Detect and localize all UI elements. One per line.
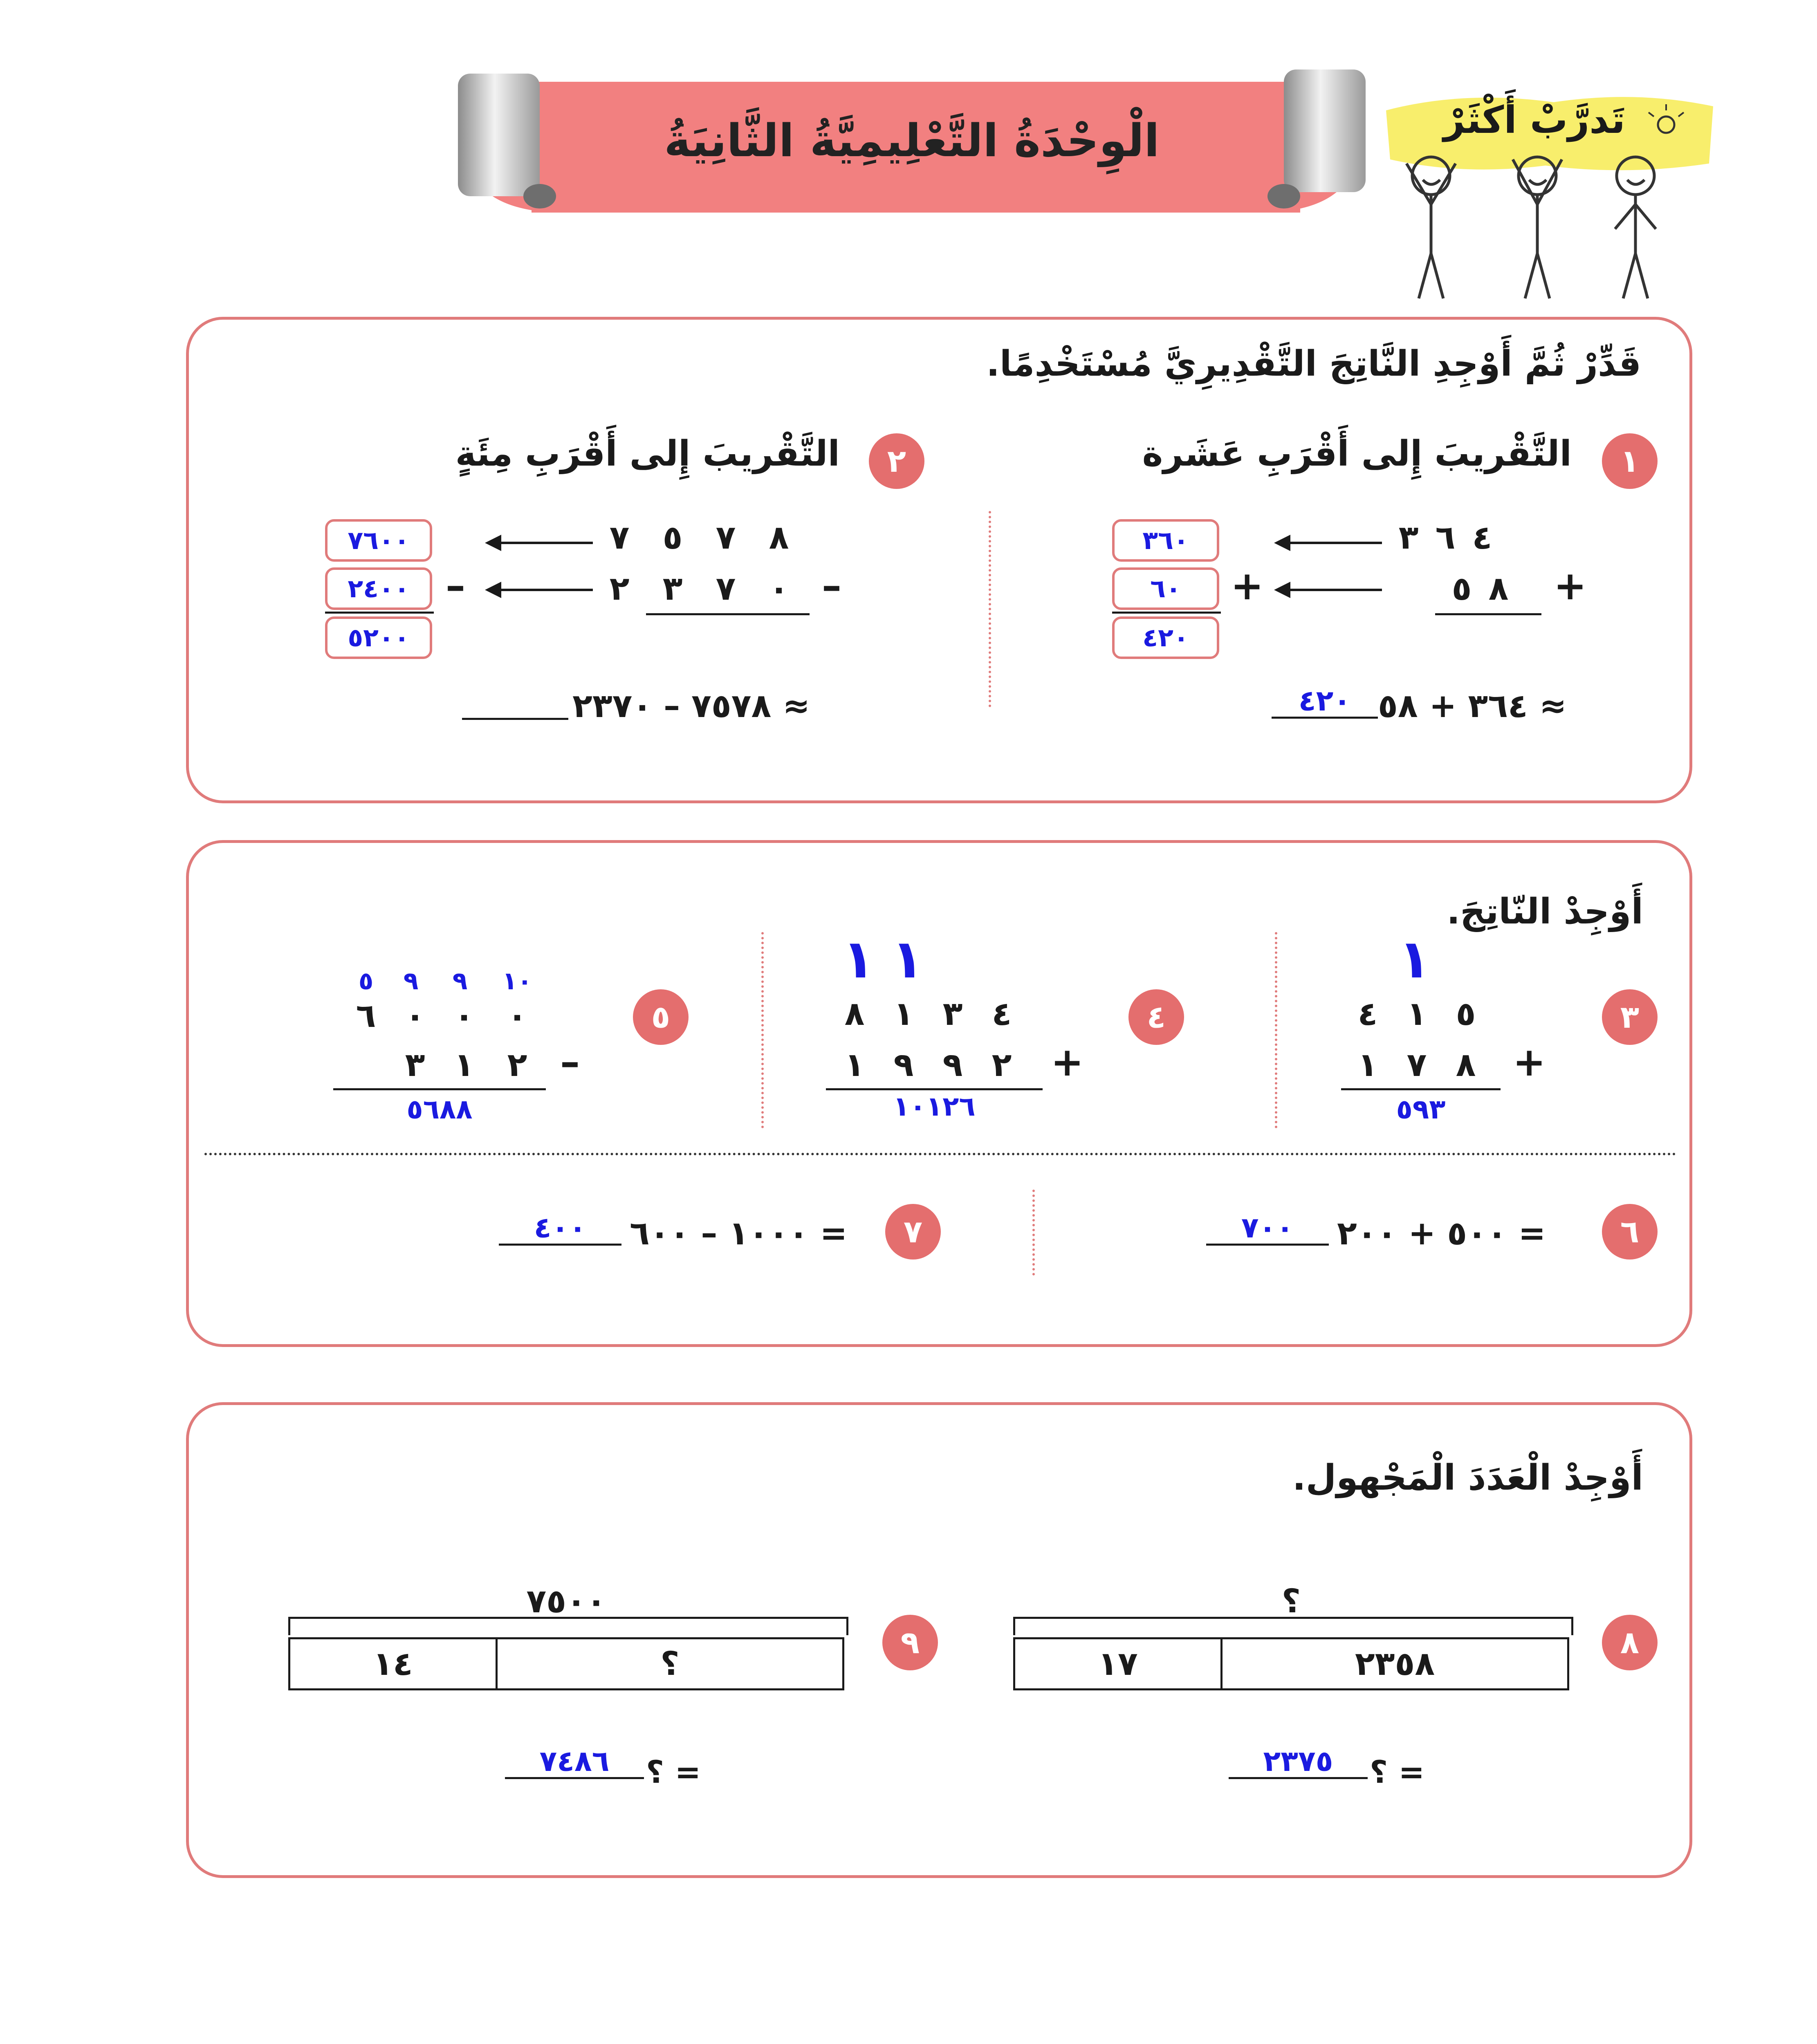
question-4-badge: ٤ [1128, 989, 1184, 1045]
find-result-instruction: أَوْجِدْ النّاتِجَ. [1447, 891, 1643, 932]
q5-bottom-digit: ٢ [507, 1046, 527, 1084]
q4-bottom-digit: ٩ [893, 1046, 914, 1084]
q5-top-digit: ٠ [507, 997, 527, 1035]
estimate-instruction: قَدِّرْ ثُمَّ أَوْجِدِ النَّاتِجَ التَّقْدِيرِيَّ مُسْتَخْدِمًا. [986, 343, 1641, 384]
q5-borrow-digit: ٩ [452, 967, 468, 995]
q1-top-digit: ٤ [1472, 518, 1492, 556]
q9-answer-blank[interactable]: ٧٤٨٦ [505, 1746, 644, 1779]
q1-bottom-digit: ٥ [1451, 569, 1472, 607]
question-3-badge: ٣ [1602, 989, 1658, 1045]
q4-carry-digit: ١ [842, 928, 875, 990]
question-8-badge: ٨ [1602, 1615, 1658, 1670]
q9-part-b: ١٤ [288, 1637, 498, 1690]
q3-sum-line [1341, 1088, 1501, 1090]
section2-row-separator [204, 1153, 1676, 1155]
q3-answer[interactable]: ٥٩٣ [1396, 1094, 1446, 1125]
q2-top-digit: ٧ [716, 518, 736, 556]
unit-title: الْوِحْدَةُ التَّعْلِيمِيَّةُ الثَّانِيَةُ [664, 114, 1160, 167]
q9-answer-label: ؟ = [646, 1754, 701, 1790]
q1-rounded-plus: + [1231, 563, 1264, 609]
section1-divider [989, 511, 991, 707]
q4-plus-operator: + [1051, 1039, 1084, 1085]
q5-bottom-digit: ١ [454, 1046, 474, 1084]
q1-rounded-top-box[interactable]: ٣٦٠ [1112, 519, 1219, 562]
q2-rounded-minus: – [446, 563, 465, 609]
q5-borrow-digit: ١٠ [502, 967, 532, 995]
unit-banner [458, 65, 1366, 221]
q9-total-value: ٧٥٠٠ [526, 1582, 606, 1620]
q7-equation: ١٠٠٠ – ٦٠٠ = [630, 1214, 848, 1252]
q2-rounded-bottom-box[interactable]: ٢٤٠٠ [325, 567, 432, 610]
q1-answer-blank[interactable]: ٤٢٠ [1272, 685, 1378, 719]
unknown-number-instruction: أَوْجِدْ الْعَدَدَ الْمَجْهول. [1292, 1457, 1643, 1498]
practice-more-label: تَدرَّبْ أَكْثَرْ [1443, 98, 1625, 142]
q2-minus-operator: – [822, 563, 841, 609]
question-2-badge: ٢ [869, 433, 924, 489]
q4-top-digit: ٨ [844, 995, 865, 1033]
q8-answer-label: ؟ = [1370, 1754, 1425, 1790]
q3-top-digit: ١ [1406, 995, 1427, 1033]
q5-borrow-digit: ٩ [403, 967, 419, 995]
q3-bottom-digit: ٧ [1406, 1046, 1427, 1084]
q2-top-digit: ٧ [609, 518, 630, 556]
question-9-badge: ٩ [882, 1615, 938, 1670]
q1-top-digit: ٦ [1435, 518, 1456, 556]
section2-divider-right [1275, 932, 1277, 1128]
q5-top-digit: ٦ [356, 997, 376, 1035]
q5-minus-operator: – [560, 1039, 580, 1085]
q9-part-a: ؟ [496, 1637, 844, 1690]
q4-carry-digit: ١ [891, 928, 924, 990]
q4-top-digit: ١ [893, 995, 914, 1033]
q3-plus-operator: + [1513, 1039, 1546, 1085]
q5-top-digit: ٠ [454, 997, 474, 1035]
q2-rounded-top-box[interactable]: ٧٦٠٠ [325, 519, 432, 562]
q8-answer-blank[interactable]: ٢٣٧٥ [1229, 1746, 1368, 1779]
q1-rounded-line [1112, 612, 1221, 614]
q4-bottom-digit: ١ [844, 1046, 865, 1084]
q4-bottom-digit: ٩ [942, 1046, 963, 1084]
q4-answer[interactable]: ١٠١٢٦ [893, 1091, 976, 1122]
q3-bottom-digit: ١ [1357, 1046, 1378, 1084]
q8-part-a: ٢٣٥٨ [1220, 1637, 1569, 1690]
q3-top-digit: ٥ [1456, 995, 1476, 1033]
q1-plus-operator: + [1554, 563, 1587, 609]
q2-difference-line [646, 613, 810, 615]
q2-rounded-line [325, 612, 434, 614]
q2-answer-blank[interactable] [462, 685, 568, 720]
question-1-badge: ١ [1602, 433, 1658, 489]
q3-carry-digit: ١ [1398, 928, 1431, 990]
q5-top-digit: ٠ [405, 997, 425, 1035]
section2-divider-left [761, 932, 764, 1128]
q2-bottom-digit: ٧ [716, 569, 736, 607]
section2-bottom-divider [1032, 1190, 1035, 1275]
q2-top-digit: ٨ [769, 518, 789, 556]
q1-rounded-result-box[interactable]: ٤٢٠ [1112, 616, 1219, 659]
q2-arrow-top [499, 542, 593, 544]
question-2-title: التَّقْريبَ إِلى أَقْرَبِ مِئَةٍ [455, 433, 840, 474]
q2-rounded-result-box[interactable]: ٥٢٠٠ [325, 616, 432, 659]
q2-bottom-digit: ٠ [769, 569, 789, 607]
q6-answer-blank[interactable]: ٧٠٠ [1206, 1212, 1329, 1246]
q2-bottom-digit: ٢ [609, 569, 630, 607]
q1-arrow-bottom [1288, 589, 1382, 591]
q5-bottom-digit: ٣ [405, 1046, 425, 1084]
q2-equation: ٧٥٧٨ – ٢٣٧٠ ≈ [572, 687, 810, 725]
question-7-badge: ٧ [885, 1204, 941, 1260]
question-5-badge: ٥ [633, 989, 689, 1045]
q5-borrow-digit: ٥ [358, 967, 374, 995]
question-6-badge: ٦ [1602, 1204, 1658, 1260]
q1-bottom-digit: ٨ [1488, 569, 1509, 607]
q5-difference-line [333, 1088, 546, 1090]
q3-top-digit: ٤ [1357, 995, 1378, 1033]
q4-top-digit: ٤ [991, 995, 1012, 1033]
q1-equation: ٣٦٤ + ٥٨ ≈ [1378, 687, 1567, 725]
q4-sum-line [826, 1088, 1043, 1090]
q1-rounded-bottom-box[interactable]: ٦٠ [1112, 567, 1219, 610]
q2-top-digit: ٥ [662, 518, 683, 556]
q6-equation: ٥٠٠ + ٢٠٠ = [1337, 1214, 1546, 1252]
q3-bottom-digit: ٨ [1456, 1046, 1476, 1084]
q4-top-digit: ٣ [942, 995, 963, 1033]
q1-top-digit: ٣ [1398, 518, 1419, 556]
q8-part-b: ١٧ [1013, 1637, 1223, 1690]
q2-arrow-bottom [499, 589, 593, 591]
q8-total-value: ؟ [1281, 1582, 1301, 1620]
question-1-title: التَّقْريبَ إِلى أَقْرَبِ عَشَرة [1142, 433, 1572, 474]
q7-answer-blank[interactable]: ٤٠٠ [499, 1212, 621, 1246]
q4-bottom-digit: ٢ [991, 1046, 1012, 1084]
q2-bottom-digit: ٣ [662, 569, 683, 607]
q1-arrow-top [1288, 542, 1382, 544]
q1-sum-line [1435, 613, 1541, 615]
q5-answer[interactable]: ٥٦٨٨ [406, 1094, 473, 1125]
practice-more-badge [1382, 82, 1717, 311]
